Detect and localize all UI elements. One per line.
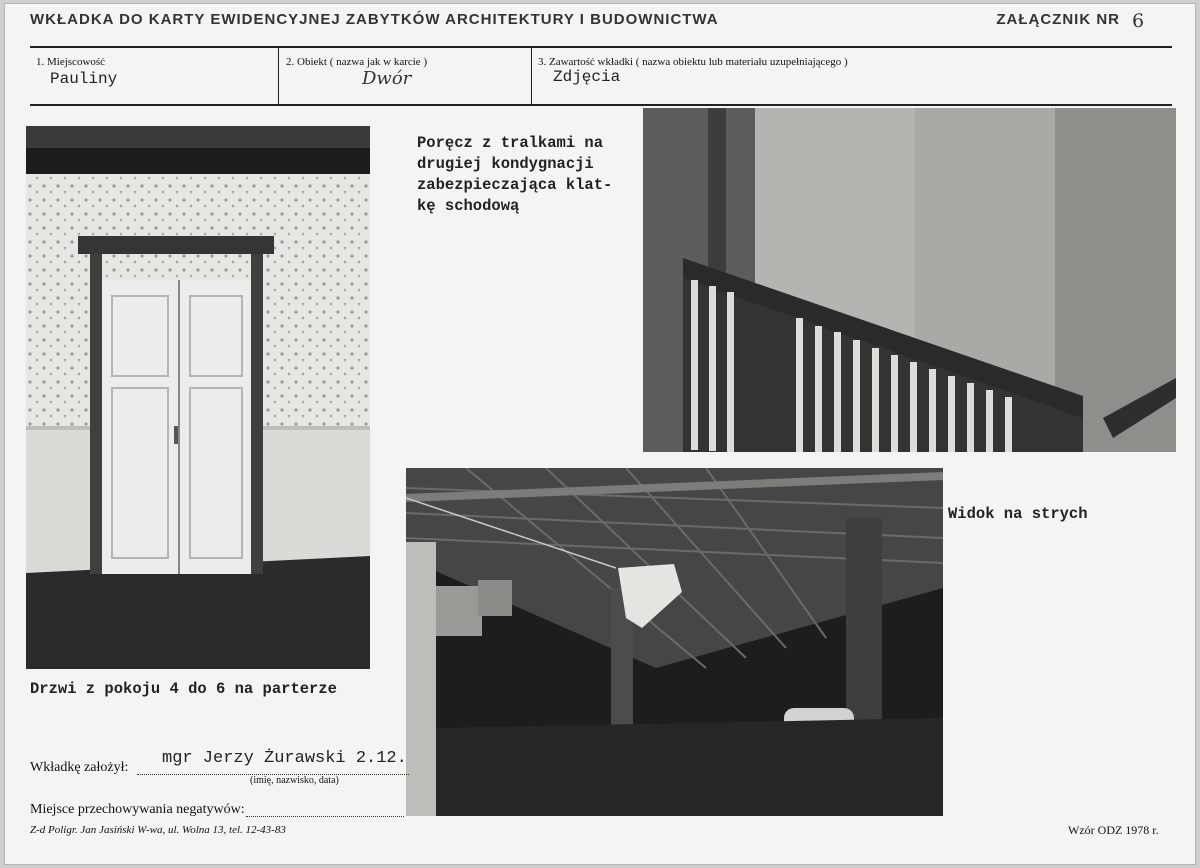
negatives-dotted-line	[246, 815, 404, 817]
caption-doors: Drzwi z pokoju 4 do 6 na parterze	[30, 680, 337, 698]
header-rule-top	[30, 46, 1172, 48]
negatives-label: Miejsce przechowywania negatywów:	[30, 802, 245, 817]
founder-label: Wkładkę założył:	[30, 760, 129, 775]
photo-doors	[26, 126, 370, 669]
printer-info: Z-d Poligr. Jan Jasiński W-wa, ul. Wolna 13, tel. 12-43-83	[30, 824, 286, 836]
form-code: Wzór ODZ 1978 r.	[1068, 823, 1159, 837]
locality-value: Pauliny	[50, 70, 118, 88]
attachment-label: ZAŁĄCZNIK NR	[996, 11, 1120, 28]
sheet-title: WKŁADKA DO KARTY EWIDENCYJNEJ ZABYTKÓW ARCHITEKTURY I BUDOWNICTWA	[30, 11, 719, 28]
object-value: Dwór	[362, 68, 412, 89]
header-rule-bottom	[30, 104, 1172, 106]
object-label: 2. Obiekt ( nazwa jak w karcie )	[286, 56, 428, 68]
field-separator	[531, 48, 532, 104]
content-label: 3. Zawartość wkładki ( nazwa obiektu lub materiału uzupełniającego )	[538, 56, 848, 68]
caption-attic: Widok na strych	[948, 505, 1088, 523]
caption-railing: Poręcz z tralkami na drugiej kondygnacji zabezpieczająca klat- kę schodową	[417, 134, 613, 215]
locality-label: 1. Miejscowość	[36, 56, 106, 68]
attachment-number: 6	[1132, 10, 1145, 32]
photo-railing	[643, 108, 1176, 452]
founder-sub: (imię, nazwisko, data)	[250, 775, 339, 786]
photo-attic	[406, 468, 943, 816]
field-separator	[278, 48, 279, 104]
founder-value: mgr Jerzy Żurawski 2.12.	[162, 749, 407, 768]
content-value: Zdjęcia	[553, 68, 621, 86]
